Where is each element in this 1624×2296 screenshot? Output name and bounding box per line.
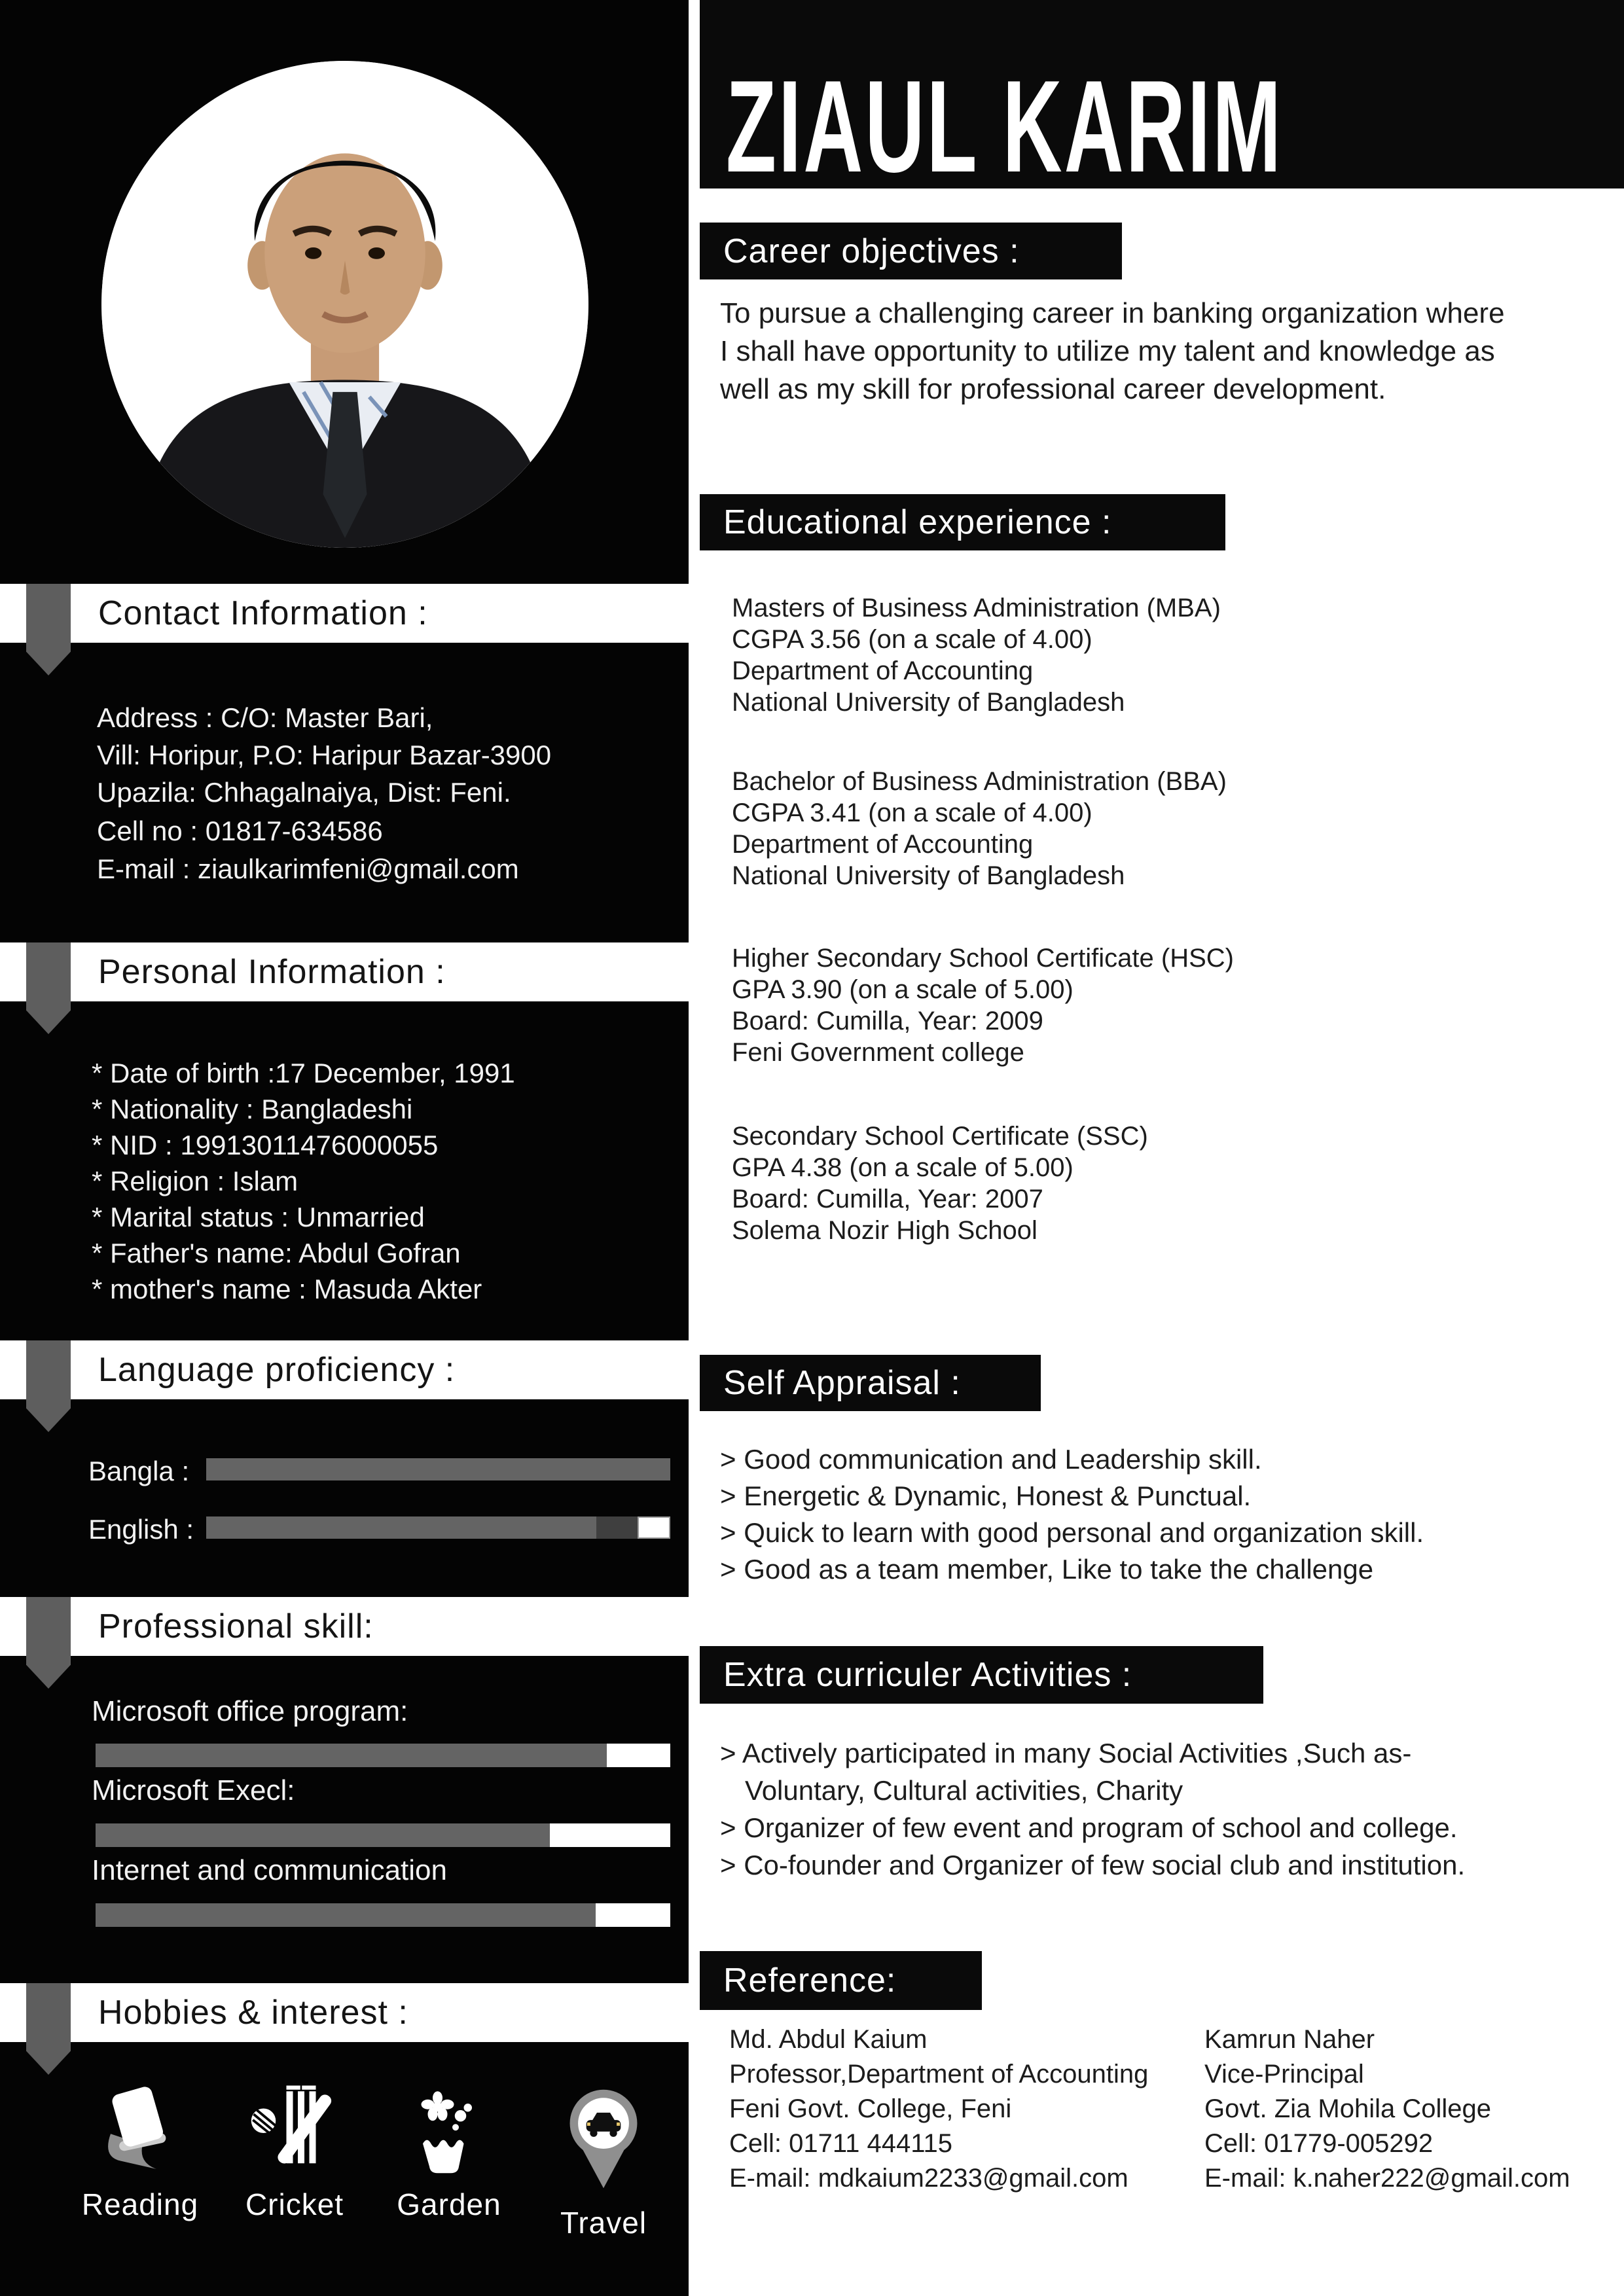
section-title: Extra curriculer Activities : bbox=[723, 1656, 1132, 1694]
education-entry-ssc bbox=[732, 1121, 1148, 1246]
flower-pot-icon bbox=[400, 2085, 498, 2175]
education-line: Board: Cumilla, Year: 2009 bbox=[732, 1007, 1043, 1035]
section-header-skills bbox=[0, 1597, 689, 1656]
hobby-label: Reading bbox=[81, 2187, 199, 2221]
reference-line: Cell: 01779-005292 bbox=[1204, 2129, 1434, 2158]
list-item: * Religion : Islam bbox=[92, 1166, 298, 1196]
education-line: Department of Accounting bbox=[732, 656, 1034, 685]
skill-label: Microsoft office program: bbox=[92, 1695, 408, 1727]
hobby-label: Travel bbox=[560, 2206, 647, 2240]
reference-line: E-mail: mdkaium2233@gmail.com bbox=[729, 2164, 1128, 2193]
section-title: Language proficiency : bbox=[98, 1351, 456, 1389]
cell-number: Cell no : 01817-634586 bbox=[97, 816, 383, 846]
section-title: Professional skill: bbox=[98, 1607, 374, 1645]
bullet-line: > Good communication and Leadership skill. bbox=[720, 1444, 1262, 1475]
skill-label: Microsoft Execl: bbox=[92, 1774, 295, 1806]
list-item: * mother's name : Masuda Akter bbox=[92, 1274, 482, 1304]
reference-line: Vice-Principal bbox=[1204, 2060, 1364, 2089]
bullet-line: > Good as a team member, Like to take the challenge bbox=[720, 1554, 1374, 1585]
paragraph-line: I shall have opportunity to utilize my talent and knowledge as bbox=[720, 335, 1495, 367]
section-header-language bbox=[0, 1340, 689, 1399]
extra-curricular-list bbox=[720, 1734, 1465, 1884]
address-line: Upazila: Chhagalnaiya, Dist: Feni. bbox=[97, 777, 511, 808]
reference-line: Md. Abdul Kaium bbox=[729, 2025, 928, 2054]
bar-fill bbox=[96, 1903, 596, 1927]
bar-segment bbox=[596, 1516, 638, 1539]
section-header-personal bbox=[0, 942, 689, 1001]
bullet-line: > Co-founder and Organizer of few social club and institution. bbox=[720, 1850, 1466, 1880]
bar-fill bbox=[96, 1744, 607, 1767]
paragraph-line: well as my skill for professional career development. bbox=[720, 373, 1386, 405]
contact-address bbox=[97, 699, 551, 811]
education-line: Bachelor of Business Administration (BBA) bbox=[732, 767, 1227, 796]
map-pin-car-icon bbox=[558, 2085, 649, 2193]
person-name: ZIAUL KARIM bbox=[726, 54, 1284, 200]
section-title: Hobbies & interest : bbox=[98, 1994, 408, 2032]
skill-bar-office bbox=[96, 1744, 670, 1767]
email-address: E-mail : ziaulkarimfeni@gmail.com bbox=[97, 853, 519, 884]
education-line: Feni Government college bbox=[732, 1038, 1024, 1067]
education-line: GPA 3.90 (on a scale of 5.00) bbox=[732, 975, 1074, 1004]
reference-person-2 bbox=[1204, 2022, 1570, 2196]
education-line: GPA 4.38 (on a scale of 5.00) bbox=[732, 1153, 1074, 1182]
education-line: Masters of Business Administration (MBA) bbox=[732, 594, 1221, 622]
hobby-item-reading bbox=[63, 2085, 217, 2222]
reference-line: Govt. Zia Mohila College bbox=[1204, 2094, 1491, 2123]
education-line: Board: Cumilla, Year: 2007 bbox=[732, 1185, 1043, 1213]
section-header-contact bbox=[0, 584, 689, 643]
language-label-english: English : bbox=[88, 1514, 194, 1545]
list-item: * Date of birth :17 December, 1991 bbox=[92, 1058, 515, 1088]
education-entry-bba bbox=[732, 766, 1227, 891]
bar-segment bbox=[638, 1516, 670, 1539]
name-banner bbox=[700, 0, 1624, 200]
section-header-self-appraisal bbox=[700, 1355, 1041, 1411]
education-line: National University of Bangladesh bbox=[732, 688, 1125, 717]
english-proficiency-bar bbox=[206, 1516, 670, 1539]
section-title: Self Appraisal : bbox=[723, 1364, 961, 1402]
career-objective-text bbox=[720, 295, 1505, 408]
address-line: Address : C/O: Master Bari, bbox=[97, 702, 433, 733]
hobby-label: Garden bbox=[397, 2187, 501, 2221]
portrait-illustration bbox=[101, 61, 588, 548]
education-line: CGPA 3.41 (on a scale of 4.00) bbox=[732, 798, 1092, 827]
section-header-education bbox=[700, 494, 1225, 550]
hobby-label: Cricket bbox=[245, 2187, 344, 2221]
bangla-proficiency-bar bbox=[206, 1458, 670, 1480]
bar-fill bbox=[96, 1823, 550, 1847]
list-item: * Nationality : Bangladeshi bbox=[92, 1094, 413, 1124]
hobby-item-cricket bbox=[217, 2085, 372, 2222]
section-header-extra-curricular bbox=[700, 1646, 1263, 1704]
list-item: * NID : 19913011476000055 bbox=[92, 1130, 439, 1160]
section-header-reference bbox=[700, 1951, 982, 2010]
hobby-item-travel bbox=[526, 2085, 681, 2240]
language-label-bangla: Bangla : bbox=[88, 1456, 190, 1486]
bar-segment bbox=[206, 1458, 670, 1480]
profile-photo bbox=[101, 61, 588, 548]
contact-phone-email bbox=[97, 812, 519, 888]
bar-segment bbox=[206, 1516, 596, 1539]
reference-person-1 bbox=[729, 2022, 1148, 2196]
education-line: CGPA 3.56 (on a scale of 4.00) bbox=[732, 625, 1092, 654]
skill-bar-internet bbox=[96, 1903, 670, 1927]
education-entry-hsc bbox=[732, 942, 1234, 1068]
skill-label: Internet and communication bbox=[92, 1854, 447, 1886]
bullet-line: > Quick to learn with good personal and organization skill. bbox=[720, 1517, 1424, 1548]
reference-line: E-mail: k.naher222@gmail.com bbox=[1204, 2164, 1570, 2193]
paragraph-line: To pursue a challenging career in banking organization where bbox=[720, 297, 1505, 329]
reference-line: Professor,Department of Accounting bbox=[729, 2060, 1149, 2089]
bullet-line: > Organizer of few event and program of school and college. bbox=[720, 1812, 1458, 1843]
section-title: Reference: bbox=[723, 1962, 897, 2000]
education-line: National University of Bangladesh bbox=[732, 861, 1125, 890]
reference-line: Cell: 01711 444115 bbox=[729, 2129, 953, 2158]
skill-bar-excel bbox=[96, 1823, 670, 1847]
education-line: Solema Nozir High School bbox=[732, 1216, 1038, 1245]
bullet-line: > Energetic & Dynamic, Honest & Punctual. bbox=[720, 1480, 1252, 1511]
education-entry-mba bbox=[732, 592, 1221, 718]
cricket-icon bbox=[245, 2085, 344, 2175]
address-line: Vill: Horipur, P.O: Haripur Bazar-3900 bbox=[97, 740, 552, 770]
reference-line: Feni Govt. College, Feni bbox=[729, 2094, 1012, 2123]
bullet-line: > Actively participated in many Social Activities ,Such as- bbox=[720, 1738, 1412, 1768]
section-header-hobbies bbox=[0, 1983, 689, 2042]
section-title: Career objectives : bbox=[723, 232, 1020, 270]
bullet-continuation: Voluntary, Cultural activities, Charity bbox=[745, 1775, 1183, 1806]
education-line: Secondary School Certificate (SSC) bbox=[732, 1122, 1148, 1151]
section-title: Educational experience : bbox=[723, 503, 1112, 541]
self-appraisal-list bbox=[720, 1441, 1424, 1588]
education-line: Higher Secondary School Certificate (HSC) bbox=[732, 944, 1234, 973]
hobby-item-garden bbox=[372, 2085, 526, 2222]
section-header-career bbox=[700, 223, 1122, 279]
personal-info-list bbox=[92, 1055, 515, 1307]
list-item: * Father's name: Abdul Gofran bbox=[92, 1238, 461, 1268]
section-title: Contact Information : bbox=[98, 594, 428, 632]
book-icon bbox=[91, 2085, 189, 2175]
education-line: Department of Accounting bbox=[732, 830, 1034, 859]
section-title: Personal Information : bbox=[98, 953, 446, 991]
reference-line: Kamrun Naher bbox=[1204, 2025, 1375, 2054]
list-item: * Marital status : Unmarried bbox=[92, 1202, 425, 1232]
